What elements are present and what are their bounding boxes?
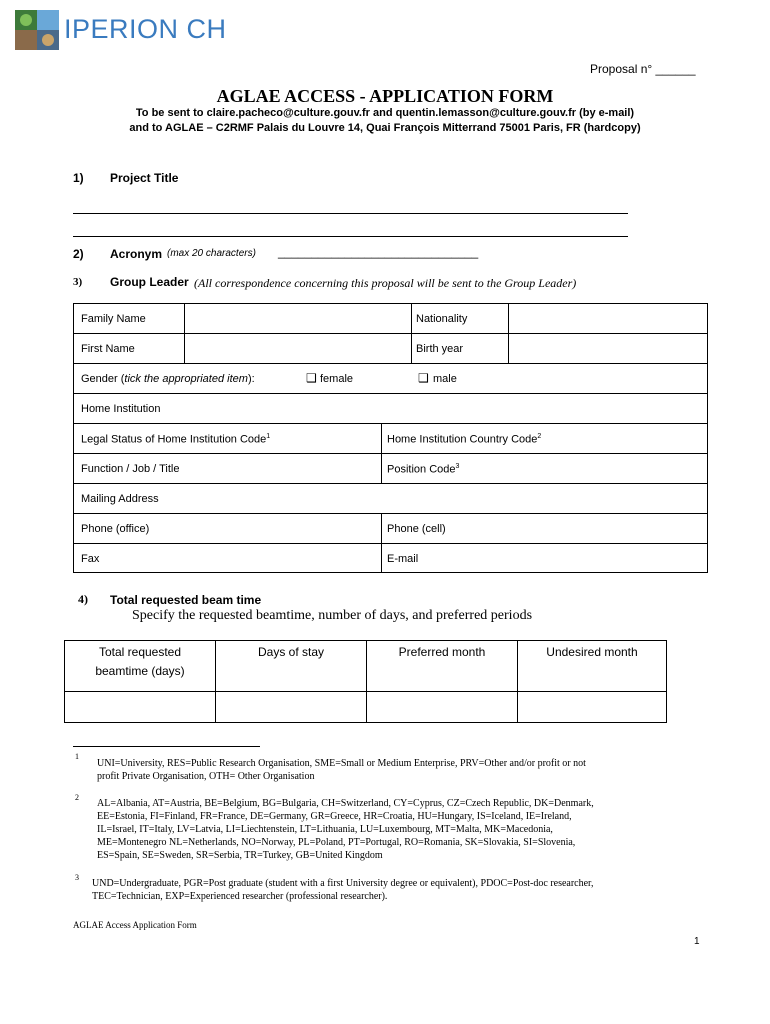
section-2-title: Acronym [110, 247, 163, 261]
footnote-3-number: 3 [75, 873, 79, 882]
footer-form-name: AGLAE Access Application Form [73, 920, 197, 930]
table-row [74, 304, 707, 334]
undesired-month-input[interactable] [518, 692, 666, 722]
country-code-label: Home Institution Country Code$^2$ [387, 433, 542, 446]
section-4-title: Total requested beam time [110, 593, 262, 607]
proposal-number[interactable]: Proposal n° ______ [590, 62, 696, 76]
table-row [74, 544, 707, 572]
iperion-logo-image [15, 10, 59, 50]
section-2-number: 2) [73, 247, 84, 261]
position-code-label: Position Code$^3$ [387, 463, 460, 476]
section-3-title: Group Leader [110, 275, 189, 289]
col-days-of-stay-header: Days of stay [257, 645, 325, 659]
footnote-2: AL=Albania, AT=Austria, BE=Belgium, BG=Bulgaria, CH=Switzerland, CY=Cyprus, CZ=Czech Republic, DK=Denmark, EE=Estonia, FI=Finland, FR=France, DE=Germany, GR=Greece, HR=Croatia, HU=Hungary, IS=Iceland, IE=Ireland, IL=Israel, IT=Italy, LV=Latvia, LI=Liechtenstein, LT=Lithuania, LU=Luxembourg, MT=Malta, MK=Macedonia, ME=Montenegro NL=Netherlands, NO=Norway, PL=Poland, PT=Portugal, RO=Romania, SK=Slovakia, SI=Slovenia, ES=Spain, SE=Sweden, SR=Serbia, TR=Turkey, GB=United Kingdom [97, 798, 594, 861]
table-row [74, 334, 707, 364]
col-total-requested-header: Total requested beamtime (days) [95, 645, 185, 678]
section-1-number: 1) [73, 171, 84, 185]
home-institution-label: Home Institution [81, 403, 161, 415]
female-checkbox[interactable]: ❑ [306, 371, 317, 385]
project-title-line-2[interactable] [73, 236, 628, 237]
fax-label: Fax [81, 553, 100, 565]
section-4-number: 4) [78, 592, 88, 606]
section-3-number: 3) [73, 276, 83, 288]
preferred-month-input[interactable] [367, 692, 517, 722]
family-name-label: Family Name [81, 313, 146, 325]
family-name-field[interactable] [185, 304, 411, 333]
beam-time-subtitle: Specify the requested beamtime, number of days, and preferred periods [132, 608, 533, 623]
phone-cell-label: Phone (cell) [387, 523, 446, 535]
first-name-label: First Name [81, 343, 135, 355]
table-row[interactable] [74, 394, 707, 424]
acronym-input-line[interactable]: ______________________________ [278, 245, 479, 259]
gender-label: Gender (tick the appropriated item): [81, 373, 255, 385]
days-of-stay-input[interactable] [216, 692, 366, 722]
email-label: E-mail [387, 553, 419, 565]
col-undesired-month-header: Undesired month [546, 645, 638, 659]
nationality-label: Nationality [416, 313, 468, 325]
section-1-title: Project Title [110, 171, 179, 185]
logo-text: IPERION CH [64, 14, 227, 44]
page-title: AGLAE ACCESS - APPLICATION FORM [216, 86, 554, 106]
table-row [74, 454, 707, 484]
legal-status-label: Legal Status of Home Institution Code$^1$ [81, 433, 271, 446]
table-row [74, 364, 707, 394]
send-to-email-line: To be sent to claire.pacheco@culture.gouv.fr and quentin.lemasson@culture.gouv.fr (by e-mail) [135, 107, 635, 119]
phone-office-label: Phone (office) [81, 523, 150, 535]
footnote-1: UNI=University, RES=Public Research Organisation, SME=Small or Medium Enterprise, PRV=Other and/or profit or not profit Private Organisation, OTH= Other Organisation [97, 758, 586, 782]
footnote-separator [73, 746, 260, 747]
footnote-1-number: 1 [75, 752, 79, 761]
first-name-field[interactable] [185, 334, 411, 363]
project-title-line-1[interactable] [73, 213, 628, 214]
table-row [74, 424, 707, 454]
male-label: male [433, 373, 457, 385]
birth-year-field[interactable] [509, 334, 707, 363]
female-label: female [320, 373, 354, 385]
birth-year-label: Birth year [416, 343, 464, 355]
footnote-3: UND=Undergraduate, PGR=Post graduate (student with a first University degree or equivalent), PDOC=Post-doc researcher, TEC=Technician, EXP=Experienced researcher (professional researcher). [92, 878, 594, 902]
col-preferred-month-header: Preferred month [398, 645, 486, 659]
mailing-address-label: Mailing Address [81, 493, 159, 505]
nationality-field[interactable] [509, 304, 707, 333]
total-requested-input[interactable] [65, 692, 215, 722]
beam-time-table [64, 640, 667, 723]
acronym-note: (max 20 characters) [167, 248, 256, 259]
footnote-2-number: 2 [75, 793, 79, 802]
page-number: 1 [694, 936, 700, 947]
group-leader-table [73, 303, 708, 573]
male-checkbox[interactable]: ❑ [418, 371, 429, 385]
group-leader-note: (All correspondence concerning this proposal will be sent to the Group Leader) [194, 276, 577, 290]
table-row [74, 514, 707, 544]
table-row[interactable] [74, 484, 707, 514]
function-label: Function / Job / Title [81, 463, 180, 475]
send-to-address-line: and to AGLAE – C2RMF Palais du Louvre 14, Quai François Mitterrand 75001 Paris, FR (hardcopy) [129, 122, 641, 134]
